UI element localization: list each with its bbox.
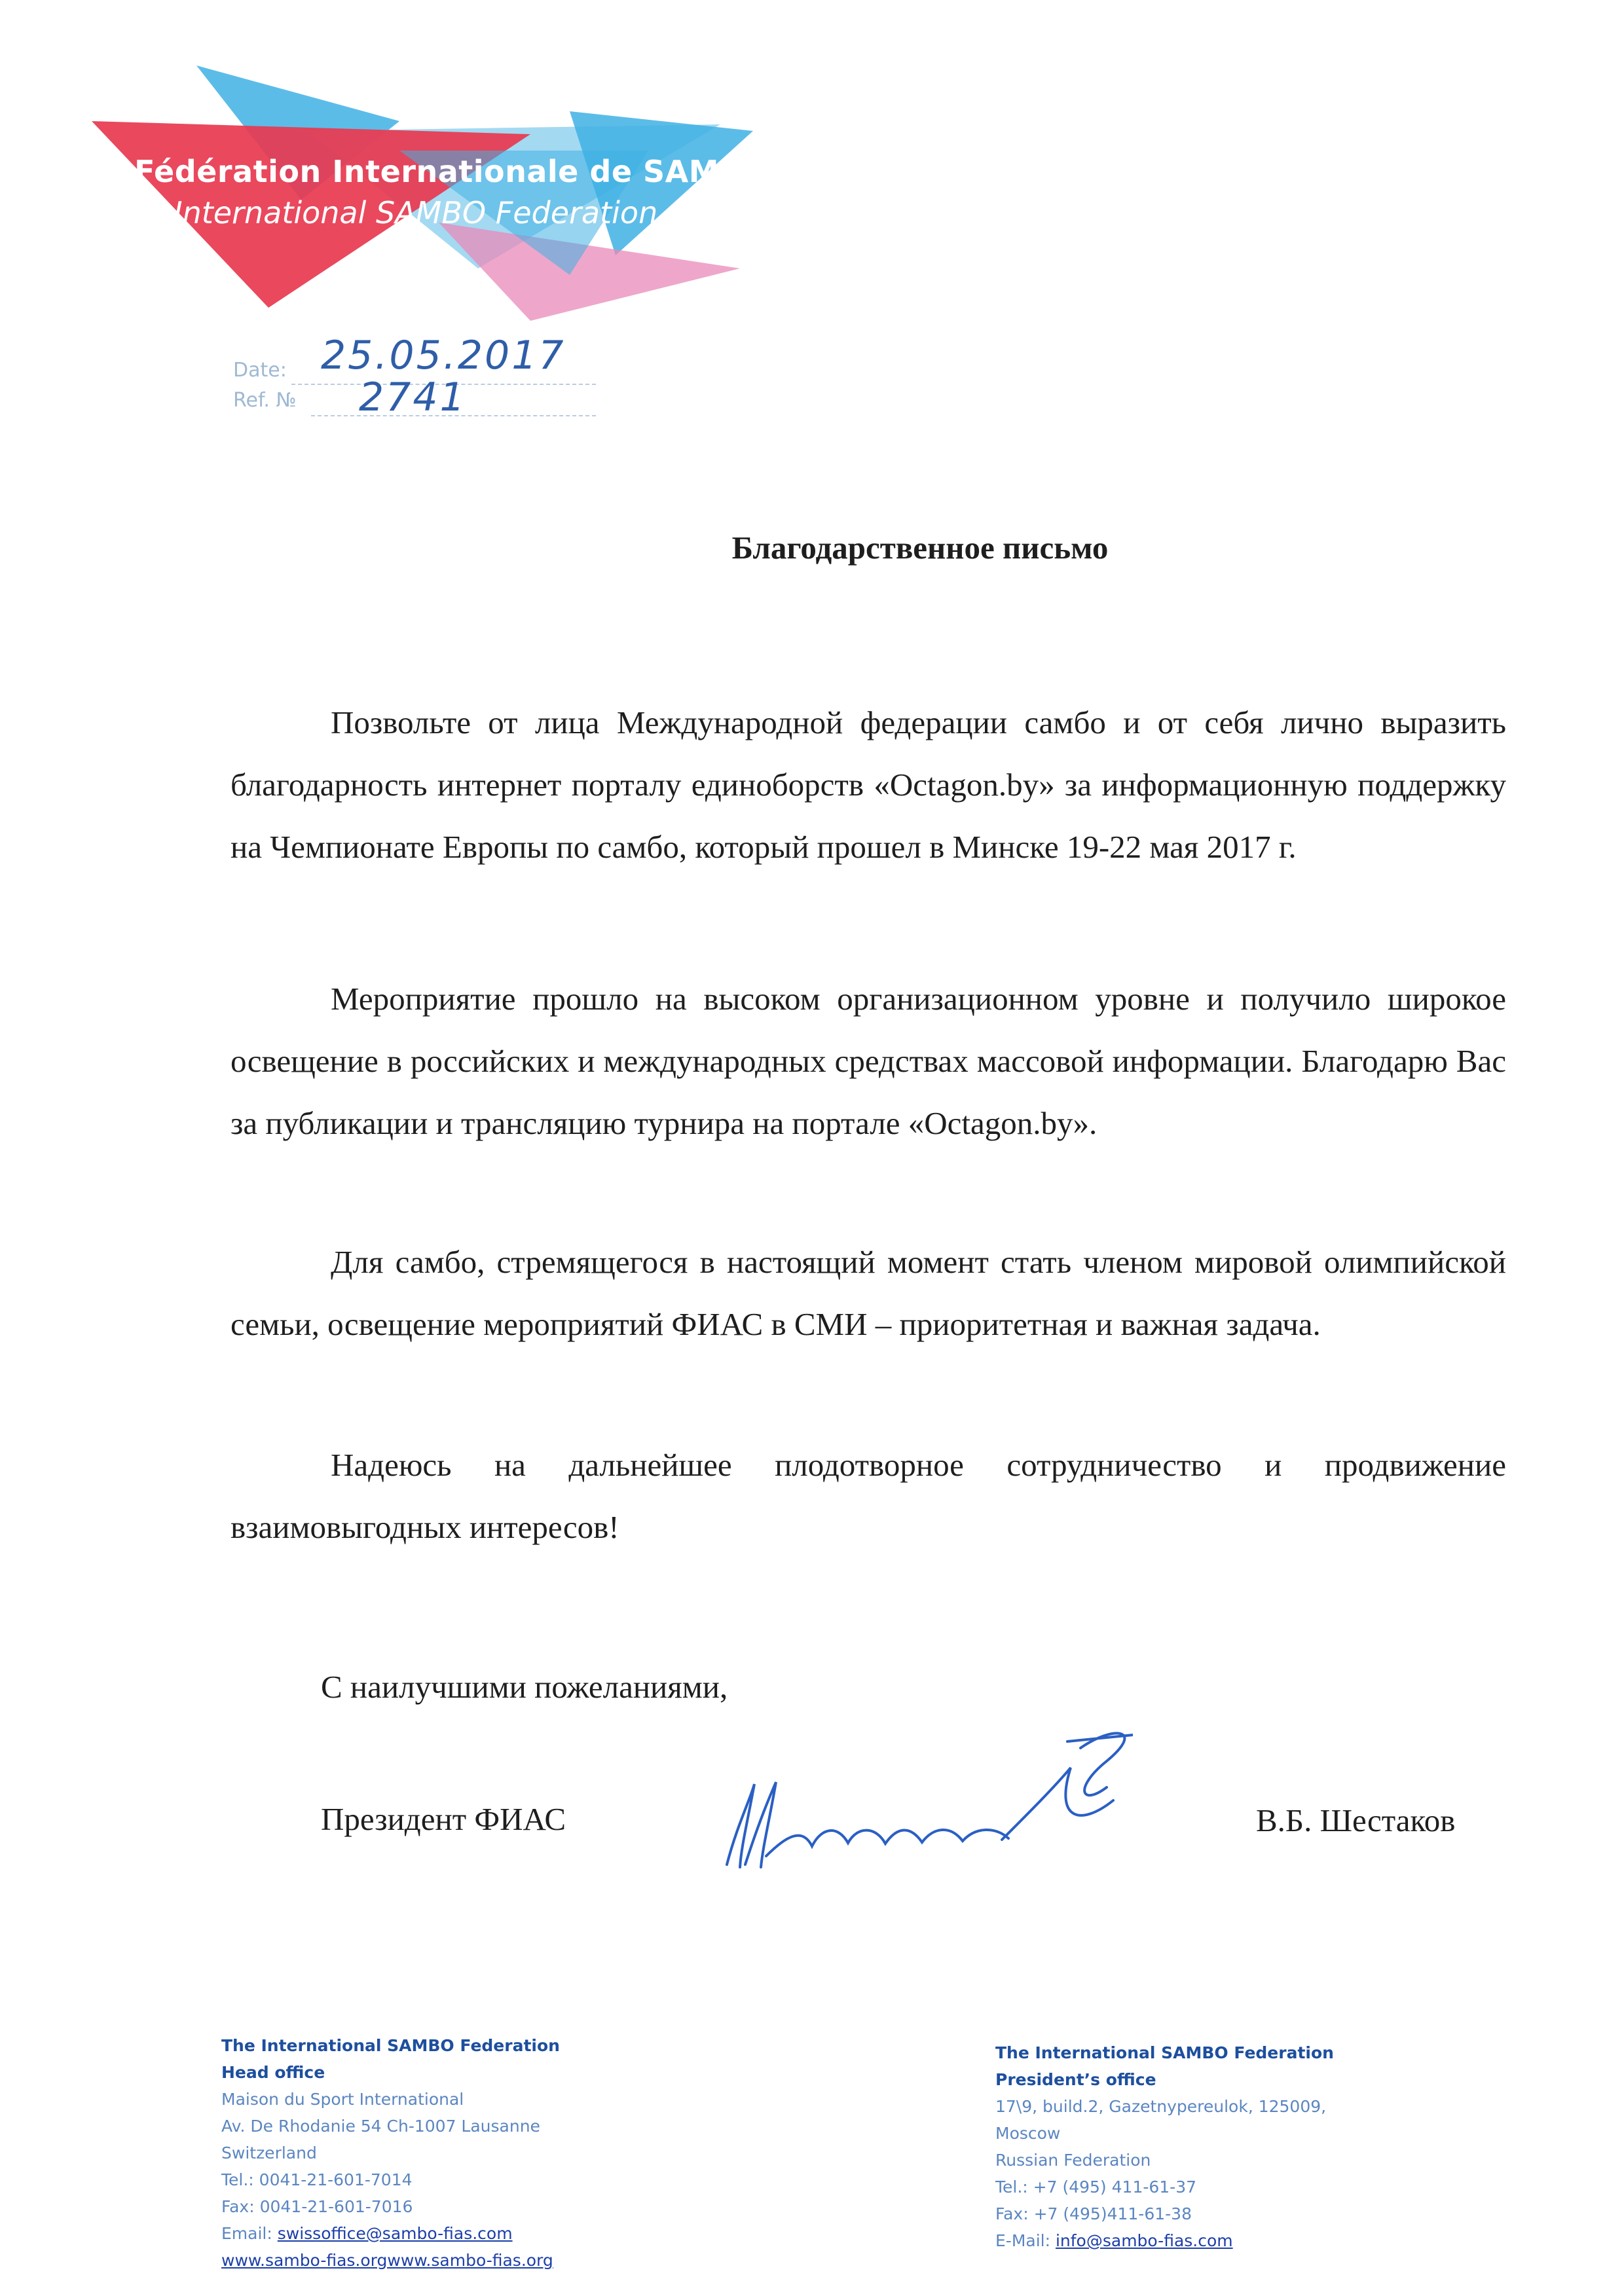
footer-left-address-2: Av. De Rhodanie 54 Ch-1007 Lausanne [221,2117,540,2136]
paragraph-4: Надеюсь на дальнейшее плодотворное сотрудничество и продвижение взаимовыгодных интересов! [231,1447,1506,1545]
footer-right-city: Moscow [995,2124,1061,2143]
date-label: Date: [233,359,287,382]
footer-left-office: Head office [221,2063,325,2082]
footer-left-email-label: Email: [221,2224,278,2243]
footer-left-org: The International SAMBO Federation [221,2036,560,2055]
logo-triangles-graphic [72,59,766,321]
ref-handwritten: 2741 [359,374,467,420]
signature [714,1722,1133,1879]
date-handwritten: 25.05.2017 [321,333,566,378]
ref-label: Ref. № [233,389,297,412]
footer-right-country: Russian Federation [995,2151,1151,2170]
footer-left-fax: Fax: 0041-21-601-7016 [221,2197,413,2216]
paragraph-1: Позвольте от лица Международной федерации самбо и от себя лично выразить благодарность интернет порталу единоборств «Octagon.by» за информационную поддержку на Чемпионате Европы по самбо, который прошел в Минске 19-22 мая 2017 г. [231,704,1506,865]
paragraph-2: Мероприятие прошло на высоком организационном уровне и получило широкое освещение в российских и международных средствах массовой информации. Благодарю Вас за публикации и трансляцию турнира на портале «Octagon.by». [231,981,1506,1141]
footer-right-address-1: 17\9, build.2, Gazetnypereulok, 125009, [995,2097,1327,2116]
footer-head-office [221,2032,560,2274]
footer-right-fax: Fax: +7 (495)411-61-38 [995,2204,1192,2223]
footer-left-email-link[interactable]: swissoffice@sambo-fias.com [277,2224,513,2243]
footer-presidents-office [995,2039,1334,2254]
footer-left-country: Switzerland [221,2143,317,2162]
signer-title: Президент ФИАС [321,1801,566,1837]
footer-left-email-row [221,2220,560,2247]
footer-left-address-1: Maison du Sport International [221,2090,464,2109]
footer-right-email-label: E-Mail: [995,2231,1056,2250]
footer-right-office: President’s office [995,2070,1156,2089]
letter-title: Благодарственное письмо [731,530,1109,566]
signer-name: В.Б. Шестаков [1256,1802,1456,1838]
footer-right-email-link[interactable]: info@sambo-fias.com [1055,2231,1233,2250]
federation-logo [72,59,769,321]
footer-left-tel: Tel.: 0041-21-601-7014 [221,2170,413,2189]
logo-title-french: Fédération Internationale de SAMBO [134,154,769,189]
footer-left-website-link[interactable]: www.sambo-fias.orgwww.sambo-fias.org [221,2251,553,2270]
footer-right-org: The International SAMBO Federation [995,2043,1334,2062]
closing-greeting: С наилучшими пожеланиями, [321,1669,728,1705]
logo-title-english: International SAMBO Federation [174,195,658,230]
footer-right-tel: Tel.: +7 (495) 411-61-37 [995,2178,1197,2196]
paragraph-3: Для самбо, стремящегося в настоящий момент стать членом мировой олимпийской семьи, освещение мероприятий ФИАС в СМИ – приоритетная и важная задача. [231,1244,1506,1342]
footer-right-email-row [995,2227,1334,2254]
